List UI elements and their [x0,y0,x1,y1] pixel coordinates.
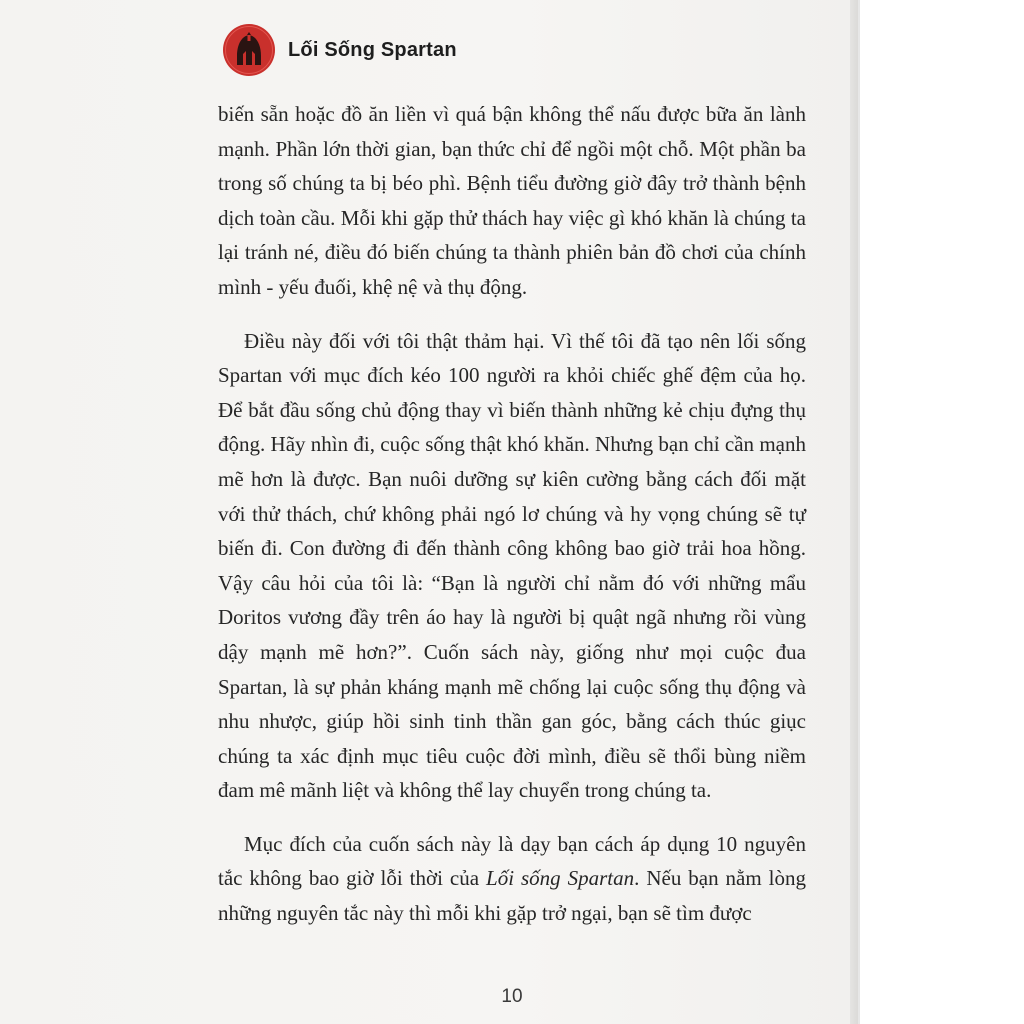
page-edge-shadow [850,0,860,1024]
paragraph-3 [218,827,806,931]
paragraph-3-end: . Nếu bạn nằm lòng những nguyên tắc này thì mỗi khi gặp trở ngại, bạn sẽ tìm được [218,866,806,926]
body-text [218,97,806,950]
paragraph-2: Điều này đối với tôi thật thảm hại. Vì thế tôi đã tạo nên lối sống Spartan với mục đích kéo 100 người ra khỏi chiếc ghế đệm của họ. Để bắt đầu sống chủ động thay vì biến thành những kẻ chịu đựng thụ động. Hãy nhìn đi, cuộc sống thật khó khăn. Nhưng bạn chỉ cần mạnh mẽ hơn là được. Bạn nuôi dưỡng sự kiên cường bằng cách đối mặt với thử thách, chứ không phải ngó lơ chúng và hy vọng chúng sẽ tự biến đi. Con đường đi đến thành công không bao giờ trải hoa hồng. Vậy câu hỏi của tôi là: “Bạn là người chỉ nằm đó với những mẩu Doritos vương đầy trên áo hay là người bị quật ngã nhưng rồi vùng dậy mạnh mẽ hơn?”. Cuốn sách này, giống như mọi cuộc đua Spartan, là sự phản kháng mạnh mẽ chống lại cuộc sống thụ động và nhu nhược, giúp hồi sinh tinh thần gan góc, bằng cách thúc giục chúng ta xác định mục tiêu cuộc đời mình, điều sẽ thổi bùng niềm đam mê mãnh liệt và không thể lay chuyển trong chúng ta. [218,328,806,803]
book-title-italic: Lối sống Spartan [486,866,635,891]
paragraph-1: biến sẵn hoặc đồ ăn liền vì quá bận không thể nấu được bữa ăn lành mạnh. Phần lớn thời gian, bạn thức chỉ để ngồi một chỗ. Một phần ba trong số chúng ta bị béo phì. Bệnh tiểu đường giờ đây trở thành bệnh dịch toàn cầu. Mỗi khi gặp thử thách hay việc gì khó khăn là chúng ta lại tránh né, điều đó biến chúng ta thành phiên bản đồ chơi của chính mình - yếu đuối, khệ nệ và thụ động. [218,102,806,299]
running-header [222,22,457,78]
paragraph-3-start: Mục đích của cuốn sách này là dạy bạn cách áp dụng 10 nguyên tắc không bao giờ lỗi thời của [218,831,806,891]
spartan-helmet-icon [222,23,276,77]
page-number: 10 [501,986,523,1007]
book-title-header: Lối Sống Spartan [288,38,457,61]
